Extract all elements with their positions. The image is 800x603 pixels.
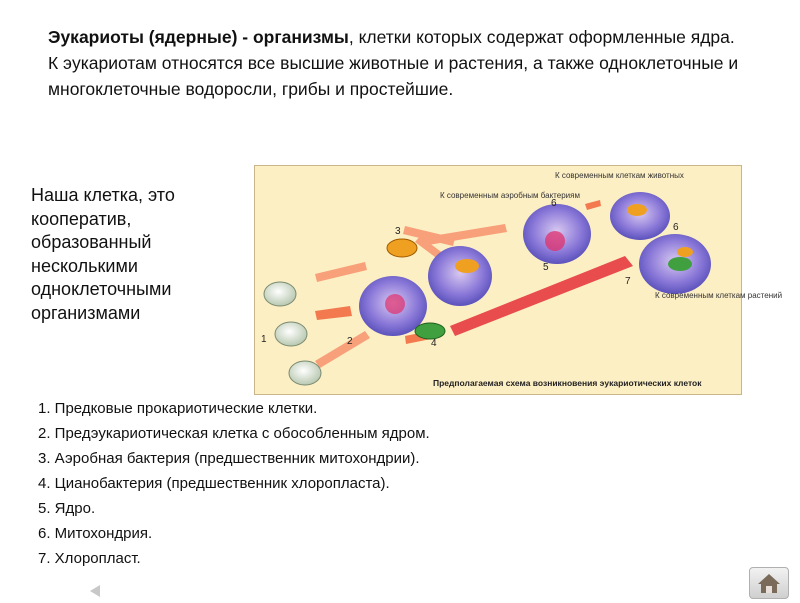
diagram-caption: Предполагаемая схема возникновения эукариотических клеток	[433, 378, 702, 388]
list-item: 2. Предэукариотическая клетка с обособленным ядром.	[38, 425, 430, 442]
slide-header	[48, 24, 768, 102]
number-4: 4	[431, 338, 437, 349]
list-item: 3. Аэробная бактерия (предшественник митохондрии).	[38, 450, 420, 467]
animal-mitochondrion	[627, 204, 647, 216]
diagram-svg	[255, 166, 783, 394]
header-paragraph: К эукариотам относятся все высшие животные и растения, а также одноклеточные и многоклеточные водоросли, грибы и простейшие.	[48, 53, 739, 99]
list-item: 6. Митохондрия.	[38, 525, 153, 542]
number-5: 5	[543, 262, 549, 273]
number-6a: 6	[551, 198, 557, 209]
plant-chloroplast	[668, 257, 692, 271]
list-item: 7. Хлоропласт.	[38, 550, 141, 567]
side-text: Наша клетка, это кооператив, образованный несколькими одноклеточными организмами	[31, 185, 175, 323]
label-aerobic-bacteria: К современным аэробным бактериям	[440, 191, 580, 200]
home-icon[interactable]	[749, 567, 789, 599]
cyanobacterium	[415, 323, 445, 339]
legend-list	[38, 396, 558, 571]
header-title-bold: Эукариоты (ядерные) - организмы	[48, 27, 349, 47]
cell-with-mitochondria	[428, 246, 492, 306]
arrow-mid	[315, 306, 352, 320]
pre-eukaryote-nucleus	[385, 294, 405, 314]
list-item: 4. Цианобактерия (предшественник хлоропласта).	[38, 475, 390, 492]
list-item: 1. Предковые прокариотические клетки.	[38, 400, 318, 417]
prokaryote-cell-1c	[289, 361, 321, 385]
prokaryote-cell-1b	[275, 322, 307, 346]
mitochondrion-in-cell	[455, 259, 479, 273]
triangle-left-icon[interactable]	[90, 585, 100, 597]
prokaryote-cell-1a	[264, 282, 296, 306]
number-6b: 6	[673, 222, 679, 233]
eukaryote-origin-diagram	[254, 165, 783, 395]
arrow-bottom	[315, 331, 370, 368]
number-3: 3	[395, 226, 401, 237]
home-icon-svg	[750, 568, 788, 598]
header-title-rest: , клетки которых содержат оформленные ядра.	[348, 27, 735, 47]
arrow-top	[315, 262, 367, 282]
list-item: 5. Ядро.	[38, 500, 96, 517]
nucleus	[545, 231, 565, 251]
arrow-up-animal	[585, 200, 601, 210]
aerobic-bacterium	[387, 239, 417, 257]
animal-cell	[610, 192, 670, 240]
number-1: 1	[261, 334, 267, 345]
number-2: 2	[347, 336, 353, 347]
plant-mitochondrion	[677, 247, 693, 257]
label-animal-cells: К современным клеткам животных	[555, 171, 684, 180]
label-plant-cells: К современным клеткам растений	[655, 291, 783, 300]
number-7: 7	[625, 276, 631, 287]
